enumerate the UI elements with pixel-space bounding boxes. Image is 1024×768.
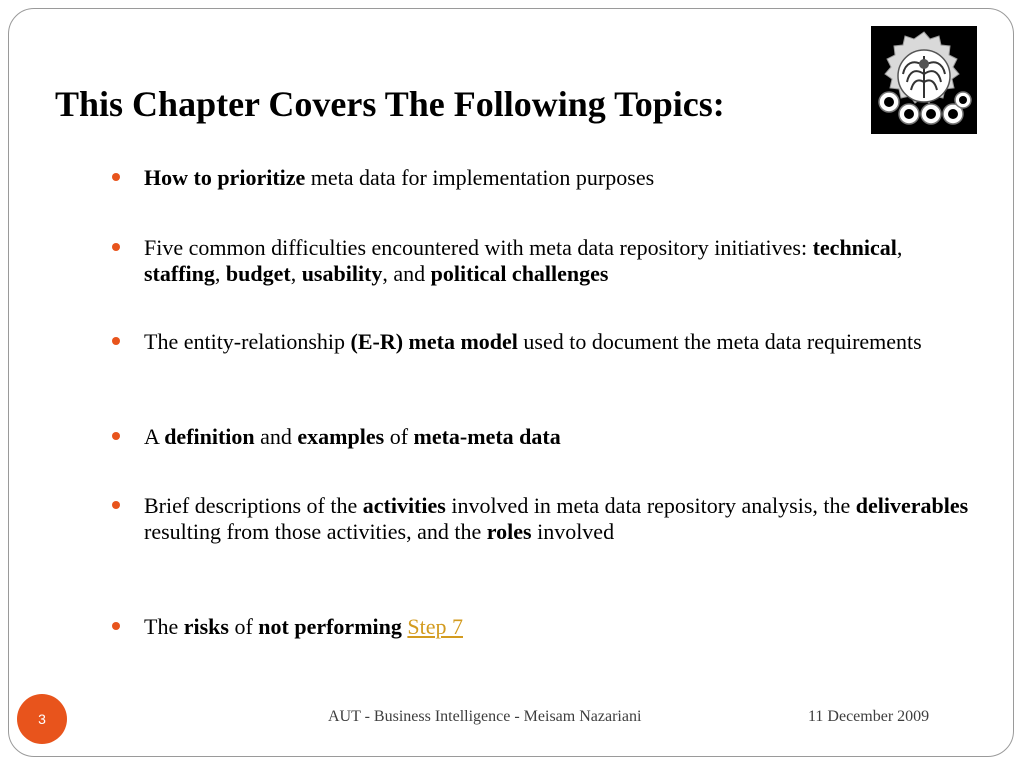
bullet-text <box>144 614 969 640</box>
bold-text: usability <box>301 261 383 286</box>
text-run: involved <box>531 519 615 544</box>
bullet-text <box>144 165 969 191</box>
text-run: of <box>228 614 259 639</box>
text-run: used to document the meta data requirements <box>517 329 922 354</box>
bold-text: risks <box>183 614 229 639</box>
bullet-icon <box>112 337 120 345</box>
text-run: meta data for implementation purposes <box>305 165 655 190</box>
bullet-icon <box>112 622 120 630</box>
bullet-text <box>144 329 969 355</box>
slide-title: This Chapter Covers The Following Topics: <box>55 84 725 124</box>
footer-text: AUT - Business Intelligence - Meisam Nazariani <box>328 708 642 725</box>
bold-text: definition <box>164 424 255 449</box>
text-run: The entity-relationship <box>144 329 351 354</box>
text-run: , <box>290 261 302 286</box>
bullet-icon <box>112 243 120 251</box>
bullet-icon <box>112 173 120 181</box>
text-run: The <box>144 614 184 639</box>
university-emblem-icon <box>871 26 977 134</box>
bold-text: How to prioritize <box>144 165 306 190</box>
bullet-text <box>144 424 969 450</box>
step-link[interactable]: Step 7 <box>407 614 463 639</box>
text-run: Brief descriptions of the <box>144 493 363 518</box>
text-run: of <box>384 424 414 449</box>
text-run: involved in meta data repository analysis, the <box>445 493 856 518</box>
bullet-text <box>144 493 969 545</box>
bold-text: (E-R) meta model <box>350 329 518 354</box>
bold-text: political challenges <box>430 261 609 286</box>
page-number-badge: 3 <box>17 694 67 744</box>
text-run: and <box>254 424 298 449</box>
bullet-icon <box>112 432 120 440</box>
text-run: Five common difficulties encountered with meta data repository initiatives: <box>144 235 813 260</box>
bullet-icon <box>112 501 120 509</box>
bullet-text <box>144 235 969 287</box>
text-run: A <box>144 424 165 449</box>
bold-text: not performing <box>258 614 402 639</box>
text-run: , <box>896 235 903 260</box>
text-run: resulting from those activities, and the <box>144 519 487 544</box>
bold-text: budget <box>225 261 291 286</box>
bold-text: staffing <box>144 261 215 286</box>
text-run: , <box>214 261 226 286</box>
bold-text: activities <box>362 493 446 518</box>
bold-text: roles <box>486 519 532 544</box>
text-run: , and <box>382 261 431 286</box>
bold-text: examples <box>297 424 385 449</box>
footer-date: 11 December 2009 <box>808 708 930 725</box>
bold-text: deliverables <box>855 493 969 518</box>
bold-text: meta-meta data <box>413 424 561 449</box>
bold-text: technical <box>812 235 897 260</box>
